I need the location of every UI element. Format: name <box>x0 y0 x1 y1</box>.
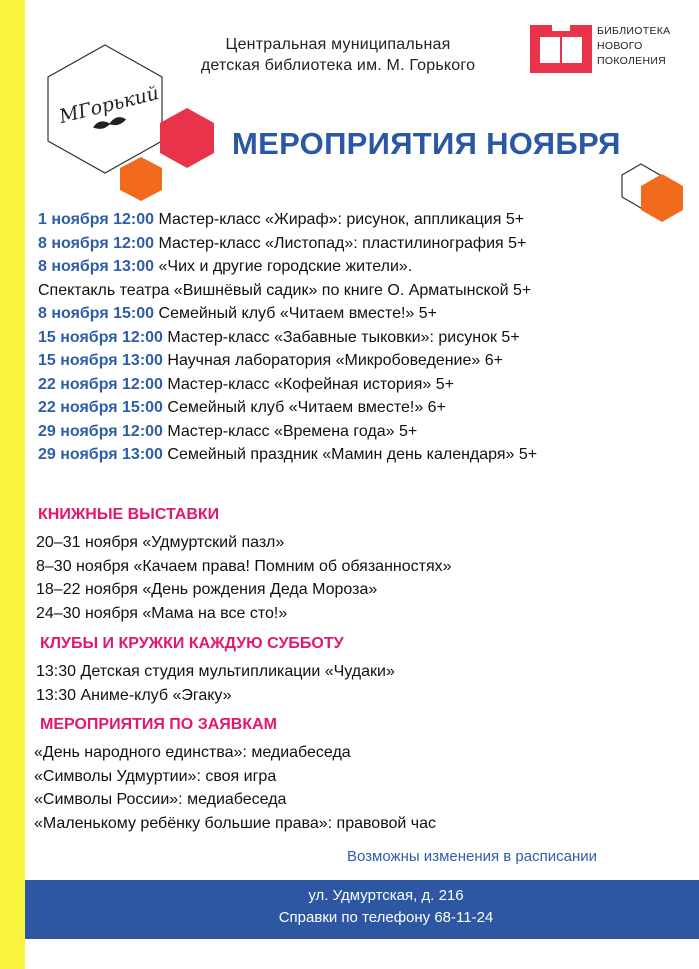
event-date: 22 ноября 15:00 <box>38 399 163 416</box>
event-item <box>38 279 688 303</box>
footer-phone: Справки по телефону 68-11-24 <box>278 909 494 926</box>
event-item <box>38 326 688 350</box>
event-text: Спектакль театра «Вишнёвый садик» по книге О. Арматынской 5+ <box>38 281 532 299</box>
event-date: 22 ноября 12:00 <box>38 375 163 393</box>
event-item <box>38 420 688 444</box>
event-item <box>38 232 688 256</box>
requests-heading: МЕРОПРИЯТИЯ ПО ЗАЯВКАМ <box>40 716 277 733</box>
event-date: 8 ноября 13:00 <box>38 258 155 275</box>
event-text: Мастер-класс «Кофейная история» 5+ <box>162 375 454 393</box>
clubs-heading: КЛУБЫ И КРУЖКИ КАЖДУЮ СУББОТУ <box>40 635 344 652</box>
footer-address: ул. Удмуртская, д. 216 <box>308 887 464 904</box>
event-text: Научная лаборатория «Микробоведение» 6+ <box>162 352 503 369</box>
event-item <box>38 349 688 373</box>
exhibitions-heading: КНИЖНЫЕ ВЫСТАВКИ <box>38 506 220 523</box>
list-item: 24–30 ноября «Мама на все сто!» <box>36 604 288 622</box>
event-date: 29 ноября 13:00 <box>38 446 163 463</box>
event-item <box>38 208 688 232</box>
list-item: 18–22 ноября «День рождения Деда Мороза» <box>36 581 378 598</box>
schedule-change-note: Возможны изменения в расписании <box>347 848 598 865</box>
event-text: Семейный праздник «Мамин день календаря» 5+ <box>162 446 538 463</box>
event-date: 29 ноября 12:00 <box>38 422 163 440</box>
event-item <box>38 373 688 397</box>
gorky-logo <box>56 82 164 138</box>
library-logo-text <box>597 24 697 69</box>
organization-name <box>168 34 508 76</box>
event-date: 15 ноября 13:00 <box>38 352 163 369</box>
list-item: «Символы Удмуртии»: своя игра <box>34 767 277 785</box>
orange-hexagon-left <box>120 157 162 201</box>
event-text: Семейный клуб «Читаем вместе!» 6+ <box>162 399 446 416</box>
event-item <box>38 396 688 420</box>
list-item: «Символы России»: медиабеседа <box>34 791 287 808</box>
list-item: «День народного единства»: медиабеседа <box>34 744 351 761</box>
svg-text:МГорький: МГорький <box>56 82 162 129</box>
library-logo-icon <box>528 23 594 75</box>
list-item: 13:30 Аниме-клуб «Эгаку» <box>36 686 232 704</box>
list-item: «Маленькому ребёнку большие права»: правовой час <box>34 814 437 832</box>
org-line-1: Центральная муниципальная <box>225 36 451 53</box>
event-date: 8 ноября 15:00 <box>38 305 155 322</box>
event-text: «Чих и другие городские жители». <box>154 258 413 275</box>
exhibitions-list <box>36 531 452 625</box>
event-date: 1 ноября 12:00 <box>38 211 155 228</box>
list-item: 8–30 ноября «Качаем права! Помним об обязанностях» <box>36 557 452 575</box>
footer-contacts <box>25 880 699 939</box>
clubs-list <box>36 660 395 707</box>
event-text: Мастер-класс «Жираф»: рисунок, аппликация 5+ <box>154 211 525 228</box>
event-item <box>38 302 688 326</box>
list-item: 20–31 ноября «Удмуртский пазл» <box>36 534 285 551</box>
red-hexagon <box>160 108 214 168</box>
event-item <box>38 443 688 467</box>
list-item: 13:30 Детская студия мультипликации «Чудаки» <box>36 663 395 680</box>
org-line-2: детская библиотека им. М. Горького <box>200 57 476 74</box>
event-text: Мастер-класс «Листопад»: пластилинография 5+ <box>154 234 527 252</box>
lib-logo-line-3: ПОКОЛЕНИЯ <box>597 55 667 67</box>
event-item <box>38 255 688 279</box>
lib-logo-line-1: БИБЛИОТЕКА <box>597 25 671 37</box>
requests-list <box>34 741 436 835</box>
event-text: Мастер-класс «Забавные тыковки»: рисунок 5+ <box>162 328 520 346</box>
event-date: 8 ноября 12:00 <box>38 234 155 252</box>
page-title: МЕРОПРИЯТИЯ НОЯБРЯ <box>232 126 621 161</box>
event-text: Мастер-класс «Времена года» 5+ <box>162 422 418 440</box>
events-list <box>38 208 688 467</box>
event-date: 15 ноября 12:00 <box>38 328 163 346</box>
lib-logo-line-2: НОВОГО <box>597 40 643 52</box>
event-text: Семейный клуб «Читаем вместе!» 5+ <box>154 305 438 322</box>
